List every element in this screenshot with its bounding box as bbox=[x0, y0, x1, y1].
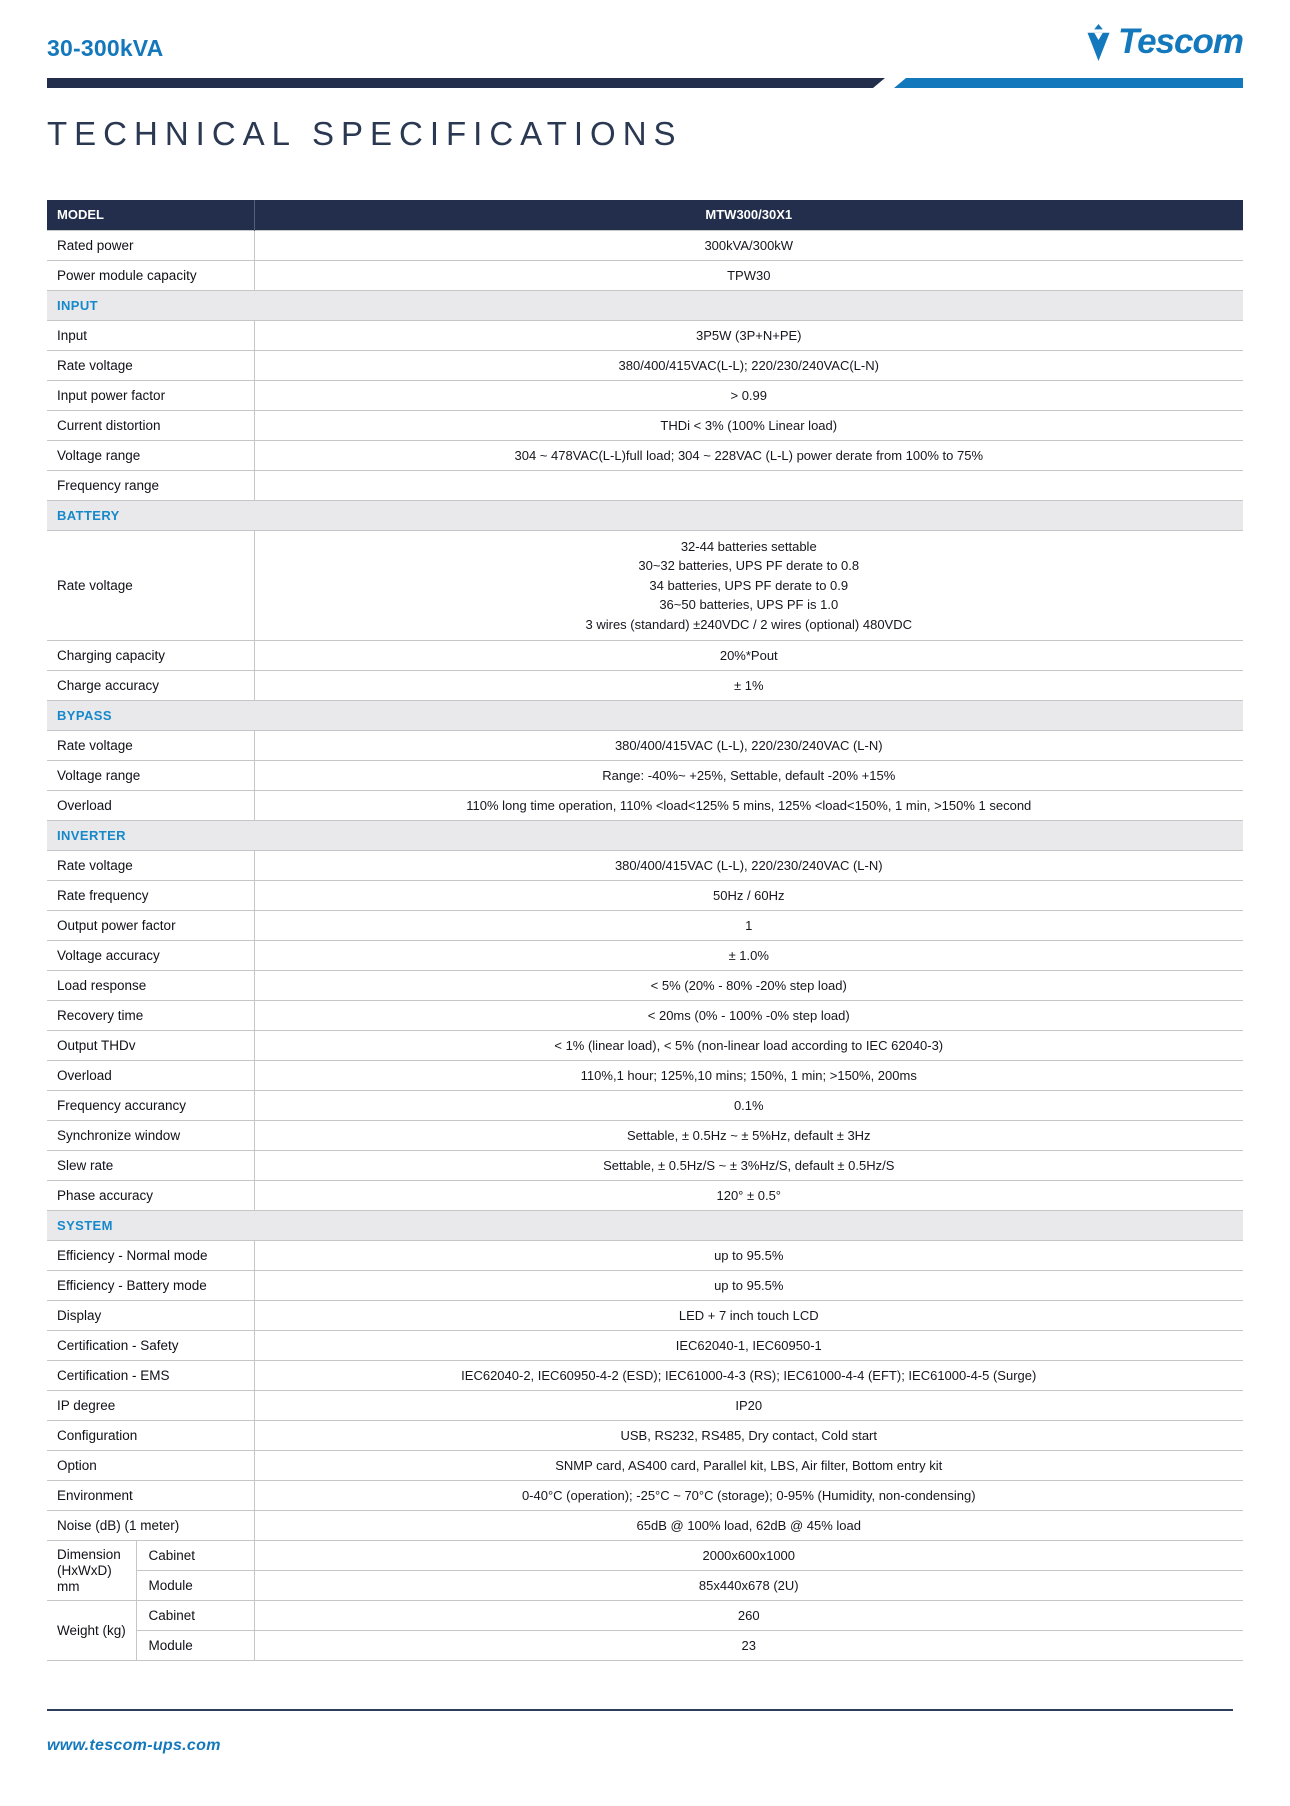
row-label: Synchronize window bbox=[47, 1121, 254, 1151]
table-row bbox=[47, 941, 1243, 971]
row-value: IEC62040-1, IEC60950-1 bbox=[254, 1331, 1243, 1361]
row-label: Slew rate bbox=[47, 1151, 254, 1181]
table-row bbox=[47, 1481, 1243, 1511]
row-label: Charging capacity bbox=[47, 641, 254, 671]
table-row bbox=[47, 440, 1243, 470]
row-value: up to 95.5% bbox=[254, 1241, 1243, 1271]
table-row bbox=[47, 320, 1243, 350]
table-row bbox=[47, 1061, 1243, 1091]
section-label: BYPASS bbox=[47, 701, 1243, 731]
spec-table-body bbox=[47, 230, 1243, 1661]
group-sub-row bbox=[47, 1571, 1243, 1601]
row-value: THDi < 3% (100% Linear load) bbox=[254, 410, 1243, 440]
row-label: Frequency range bbox=[47, 470, 254, 500]
row-value: Settable, ± 0.5Hz/S ~ ± 3%Hz/S, default ± 0.5Hz/S bbox=[254, 1151, 1243, 1181]
section-label: SYSTEM bbox=[47, 1211, 1243, 1241]
row-value: 300kVA/300kW bbox=[254, 230, 1243, 260]
section-label: INPUT bbox=[47, 290, 1243, 320]
table-row bbox=[47, 1031, 1243, 1061]
model-column-header: MODEL bbox=[47, 200, 254, 230]
table-row bbox=[47, 1421, 1243, 1451]
row-label: Voltage accuracy bbox=[47, 941, 254, 971]
group-sub-row bbox=[47, 1601, 1243, 1631]
row-label: Display bbox=[47, 1301, 254, 1331]
table-row bbox=[47, 1271, 1243, 1301]
row-label: Voltage range bbox=[47, 761, 254, 791]
section-row bbox=[47, 1211, 1243, 1241]
row-label: Overload bbox=[47, 1061, 254, 1091]
table-row bbox=[47, 1121, 1243, 1151]
row-value: > 0.99 bbox=[254, 380, 1243, 410]
row-value: 380/400/415VAC (L-L), 220/230/240VAC (L-N) bbox=[254, 851, 1243, 881]
table-row bbox=[47, 731, 1243, 761]
tescom-logo-icon bbox=[1086, 24, 1111, 62]
row-value: 304 ~ 478VAC(L-L)full load; 304 ~ 228VAC (L-L) power derate from 100% to 75% bbox=[254, 440, 1243, 470]
row-value: ± 1% bbox=[254, 671, 1243, 701]
group-sub-row bbox=[47, 1631, 1243, 1661]
row-label: Certification - EMS bbox=[47, 1361, 254, 1391]
section-row bbox=[47, 701, 1243, 731]
footer-rule bbox=[47, 1709, 1233, 1711]
row-value: 0.1% bbox=[254, 1091, 1243, 1121]
row-value: up to 95.5% bbox=[254, 1271, 1243, 1301]
header-bar-gap bbox=[885, 78, 894, 88]
row-label: Voltage range bbox=[47, 440, 254, 470]
sub-row-label: Module bbox=[136, 1631, 254, 1661]
row-label: Power module capacity bbox=[47, 260, 254, 290]
table-row bbox=[47, 1241, 1243, 1271]
table-row bbox=[47, 350, 1243, 380]
row-value: 110% long time operation, 110% <load<125% 5 mins, 125% <load<150%, 1 min, >150% 1 second bbox=[254, 791, 1243, 821]
section-row bbox=[47, 290, 1243, 320]
row-label: Input bbox=[47, 320, 254, 350]
row-label: Rate voltage bbox=[47, 530, 254, 641]
row-value: 65dB @ 100% load, 62dB @ 45% load bbox=[254, 1511, 1243, 1541]
row-value: IP20 bbox=[254, 1391, 1243, 1421]
brand-name: Tescom bbox=[1118, 22, 1243, 61]
row-value: TPW30 bbox=[254, 260, 1243, 290]
section-label: BATTERY bbox=[47, 500, 1243, 530]
brand-logo bbox=[1086, 22, 1243, 62]
product-range-label: 30-300kVA bbox=[47, 35, 164, 61]
sub-row-label: Cabinet bbox=[136, 1541, 254, 1571]
row-value: 380/400/415VAC(L-L); 220/230/240VAC(L-N) bbox=[254, 350, 1243, 380]
row-value: 0-40°C (operation); -25°C ~ 70°C (storage); 0-95% (Humidity, non-condensing) bbox=[254, 1481, 1243, 1511]
table-row bbox=[47, 911, 1243, 941]
table-row bbox=[47, 1451, 1243, 1481]
row-value bbox=[254, 470, 1243, 500]
row-value: 3P5W (3P+N+PE) bbox=[254, 320, 1243, 350]
table-row bbox=[47, 1001, 1243, 1031]
row-label: Overload bbox=[47, 791, 254, 821]
row-label: Recovery time bbox=[47, 1001, 254, 1031]
row-label: Frequency accurancy bbox=[47, 1091, 254, 1121]
table-row bbox=[47, 971, 1243, 1001]
sub-row-label: Module bbox=[136, 1571, 254, 1601]
table-row bbox=[47, 1181, 1243, 1211]
row-value: 23 bbox=[254, 1631, 1243, 1661]
table-row bbox=[47, 1511, 1243, 1541]
table-row bbox=[47, 1151, 1243, 1181]
table-row bbox=[47, 260, 1243, 290]
row-label: Load response bbox=[47, 971, 254, 1001]
table-row bbox=[47, 851, 1243, 881]
row-value: < 1% (linear load), < 5% (non-linear load according to IEC 62040-3) bbox=[254, 1031, 1243, 1061]
section-row bbox=[47, 821, 1243, 851]
page bbox=[47, 0, 1243, 1755]
row-label: Environment bbox=[47, 1481, 254, 1511]
row-value: < 20ms (0% - 100% -0% step load) bbox=[254, 1001, 1243, 1031]
table-row bbox=[47, 1331, 1243, 1361]
model-value-header: MTW300/30X1 bbox=[254, 200, 1243, 230]
group-label: Dimension (HxWxD) mm bbox=[47, 1541, 136, 1601]
page-title: TECHNICAL SPECIFICATIONS bbox=[47, 115, 683, 152]
table-row bbox=[47, 671, 1243, 701]
row-label: Rate voltage bbox=[47, 731, 254, 761]
group-label: Weight (kg) bbox=[47, 1601, 136, 1661]
table-row bbox=[47, 1391, 1243, 1421]
row-value: IEC62040-2, IEC60950-4-2 (ESD); IEC61000-4-3 (RS); IEC61000-4-4 (EFT); IEC61000-4-5 (Surge) bbox=[254, 1361, 1243, 1391]
table-row bbox=[47, 1301, 1243, 1331]
row-label: Efficiency - Battery mode bbox=[47, 1271, 254, 1301]
row-label: Phase accuracy bbox=[47, 1181, 254, 1211]
row-value: 260 bbox=[254, 1601, 1243, 1631]
table-row bbox=[47, 230, 1243, 260]
footer-website-link[interactable]: www.tescom-ups.com bbox=[47, 1737, 221, 1754]
row-value: 1 bbox=[254, 911, 1243, 941]
header-divider-bar bbox=[47, 78, 1243, 88]
row-value: 20%*Pout bbox=[254, 641, 1243, 671]
spec-table bbox=[47, 200, 1243, 1661]
row-value: SNMP card, AS400 card, Parallel kit, LBS, Air filter, Bottom entry kit bbox=[254, 1451, 1243, 1481]
table-header-row bbox=[47, 200, 1243, 230]
row-value: ± 1.0% bbox=[254, 941, 1243, 971]
row-label: Configuration bbox=[47, 1421, 254, 1451]
table-row bbox=[47, 881, 1243, 911]
row-value: 32-44 batteries settable 30~32 batteries, UPS PF derate to 0.8 34 batteries, UPS PF derate to 0.9 36~50 batteries, UPS PF is 1.0 3 wires (standard) ±240VDC / 2 wires (optional) 480VDC bbox=[254, 530, 1243, 641]
table-row bbox=[47, 410, 1243, 440]
row-value: Range: -40%~ +25%, Settable, default -20% +15% bbox=[254, 761, 1243, 791]
row-label: IP degree bbox=[47, 1391, 254, 1421]
table-row bbox=[47, 1091, 1243, 1121]
table-row bbox=[47, 530, 1243, 641]
row-value: 50Hz / 60Hz bbox=[254, 881, 1243, 911]
row-label: Noise (dB) (1 meter) bbox=[47, 1511, 254, 1541]
row-value: 110%,1 hour; 125%,10 mins; 150%, 1 min; >150%, 200ms bbox=[254, 1061, 1243, 1091]
table-row bbox=[47, 761, 1243, 791]
section-row bbox=[47, 500, 1243, 530]
row-label: Input power factor bbox=[47, 380, 254, 410]
row-label: Rate voltage bbox=[47, 350, 254, 380]
row-value: 85x440x678 (2U) bbox=[254, 1571, 1243, 1601]
row-value: Settable, ± 0.5Hz ~ ± 5%Hz, default ± 3Hz bbox=[254, 1121, 1243, 1151]
table-row bbox=[47, 641, 1243, 671]
row-label: Current distortion bbox=[47, 410, 254, 440]
table-row bbox=[47, 380, 1243, 410]
table-row bbox=[47, 791, 1243, 821]
table-row bbox=[47, 470, 1243, 500]
group-sub-row bbox=[47, 1541, 1243, 1571]
row-value: 380/400/415VAC (L-L), 220/230/240VAC (L-N) bbox=[254, 731, 1243, 761]
section-label: INVERTER bbox=[47, 821, 1243, 851]
row-label: Output power factor bbox=[47, 911, 254, 941]
table-row bbox=[47, 1361, 1243, 1391]
header-bar-dark-segment bbox=[47, 78, 885, 88]
row-value: USB, RS232, RS485, Dry contact, Cold start bbox=[254, 1421, 1243, 1451]
row-label: Rate frequency bbox=[47, 881, 254, 911]
sub-row-label: Cabinet bbox=[136, 1601, 254, 1631]
header-bar-blue-segment bbox=[894, 78, 1243, 88]
row-label: Charge accuracy bbox=[47, 671, 254, 701]
row-label: Certification - Safety bbox=[47, 1331, 254, 1361]
row-value: < 5% (20% - 80% -20% step load) bbox=[254, 971, 1243, 1001]
row-value: 120° ± 0.5° bbox=[254, 1181, 1243, 1211]
row-label: Efficiency - Normal mode bbox=[47, 1241, 254, 1271]
page-header bbox=[47, 0, 1243, 62]
row-label: Rated power bbox=[47, 230, 254, 260]
row-label: Option bbox=[47, 1451, 254, 1481]
row-value: 2000x600x1000 bbox=[254, 1541, 1243, 1571]
row-value: LED + 7 inch touch LCD bbox=[254, 1301, 1243, 1331]
row-label: Rate voltage bbox=[47, 851, 254, 881]
row-label: Output THDv bbox=[47, 1031, 254, 1061]
